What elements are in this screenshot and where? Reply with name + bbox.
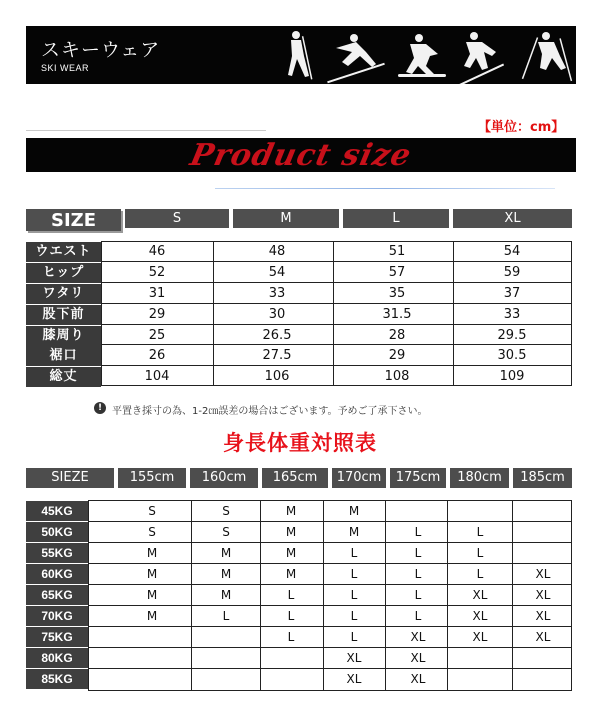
- hw-table-cell: S: [222, 525, 230, 539]
- size-table-cell: 59: [503, 265, 521, 280]
- hw-table-cell: S: [222, 504, 230, 518]
- hw-table-cell: L: [414, 588, 422, 602]
- size-row-label: ヒップ: [26, 263, 101, 283]
- hw-table-cell: L: [350, 630, 358, 644]
- size-table-cell: 52: [148, 265, 166, 280]
- size-row-label: 総丈: [26, 367, 101, 387]
- hw-table-cell: M: [285, 504, 297, 518]
- warning-icon: !: [94, 402, 106, 414]
- hw-weight-label: 45KG: [26, 501, 88, 521]
- hw-table-cell: L: [287, 609, 295, 623]
- size-table-cell: 106: [264, 369, 290, 384]
- hw-table-cell: XL: [472, 588, 488, 602]
- hw-table-cell: L: [414, 546, 422, 560]
- size-row-label: 股下前: [26, 305, 101, 325]
- size-header-label: SIZE: [26, 209, 121, 231]
- size-header-xl: XL: [453, 209, 572, 228]
- size-table-cell: 54: [503, 244, 521, 259]
- ski-wear-banner: [26, 26, 576, 84]
- hw-header-height: 170cm: [332, 468, 386, 488]
- hw-header-height: 180cm: [450, 468, 509, 488]
- hw-table-cell: XL: [472, 630, 488, 644]
- size-table-cell: 25: [148, 328, 166, 343]
- hw-weight-label: 80KG: [26, 648, 88, 668]
- hw-table-cell: M: [220, 588, 232, 602]
- size-table-cell: 29: [148, 307, 166, 322]
- size-table-cell: 35: [388, 286, 406, 301]
- hw-table-cell: L: [287, 630, 295, 644]
- hw-table-cell: L: [222, 609, 230, 623]
- size-table-cell: 57: [388, 265, 406, 280]
- size-table-cell: 109: [499, 369, 525, 384]
- size-table-cell: 29: [388, 348, 406, 363]
- product-size-title: Product size: [187, 138, 415, 173]
- hw-table-cell: XL: [410, 651, 426, 665]
- size-table-cell: 27.5: [262, 348, 292, 363]
- hw-table-cell: S: [148, 504, 156, 518]
- size-table-row: [26, 367, 572, 387]
- size-row-label: 膝周り: [26, 326, 101, 346]
- hw-table-cell: M: [285, 525, 297, 539]
- size-table-row: [26, 326, 572, 346]
- hw-table-cell: M: [348, 504, 360, 518]
- hw-table-cell: S: [148, 525, 156, 539]
- size-table-row: [26, 305, 572, 325]
- hw-table-cell: L: [350, 588, 358, 602]
- hw-table-cell: XL: [346, 651, 362, 665]
- size-table-cell: 104: [144, 369, 170, 384]
- hw-header-height: 155cm: [118, 468, 186, 488]
- hw-table-cell: L: [414, 567, 422, 581]
- size-table-cell: 29.5: [497, 328, 527, 343]
- hw-table-cell: L: [476, 525, 484, 539]
- divider: [215, 188, 555, 189]
- size-table-cell: 31.5: [382, 307, 412, 322]
- size-table-cell: 30.5: [497, 348, 527, 363]
- size-table-row: [26, 242, 572, 262]
- size-table-cell: 51: [388, 244, 406, 259]
- hw-table-cell: M: [348, 525, 360, 539]
- hw-table-cell: XL: [535, 588, 551, 602]
- unit-label: 【単位：cm】: [478, 120, 565, 135]
- banner-title-jp: スキーウェア: [41, 39, 161, 61]
- hw-table-cell: L: [476, 546, 484, 560]
- hw-header-height: 165cm: [262, 468, 328, 488]
- size-table-cell: 46: [148, 244, 166, 259]
- hw-weight-label: 85KG: [26, 669, 88, 689]
- size-table-cell: 26: [148, 348, 166, 363]
- size-table-cell: 54: [268, 265, 286, 280]
- size-table-cell: 26.5: [262, 328, 292, 343]
- hw-weight-label: 50KG: [26, 522, 88, 542]
- hw-table-cell: M: [146, 609, 158, 623]
- hw-table-cell: M: [285, 546, 297, 560]
- hw-header-height: 175cm: [390, 468, 446, 488]
- hw-table-cell: M: [285, 567, 297, 581]
- size-header-m: M: [233, 209, 339, 228]
- hw-table-cell: L: [287, 588, 295, 602]
- size-table-cell: 28: [388, 328, 406, 343]
- hw-table-cell: L: [350, 567, 358, 581]
- size-table-row: [26, 284, 572, 304]
- hw-table-cell: XL: [535, 609, 551, 623]
- hw-weight-label: 70KG: [26, 606, 88, 626]
- size-table-cell: 108: [384, 369, 410, 384]
- hw-table-cell: M: [146, 588, 158, 602]
- hw-table-cell: XL: [535, 567, 551, 581]
- hw-table-cell: M: [220, 567, 232, 581]
- size-row-label: ウエスト: [26, 242, 101, 262]
- measurement-note: 平置き採寸の為、1-2㎝誤差の場合はございます。予めご了承下さい。: [112, 406, 428, 417]
- hw-weight-label: 55KG: [26, 543, 88, 563]
- hw-table-cell: XL: [410, 630, 426, 644]
- hw-table-cell: L: [350, 546, 358, 560]
- hw-weight-label: 65KG: [26, 585, 88, 605]
- size-table-cell: 30: [268, 307, 286, 322]
- hw-header-height: 185cm: [513, 468, 572, 488]
- divider: [26, 130, 266, 131]
- banner-title-en: SKI WEAR: [41, 63, 90, 73]
- hw-weight-label: 60KG: [26, 564, 88, 584]
- size-table-cell: 37: [503, 286, 521, 301]
- hw-table-cell: XL: [535, 630, 551, 644]
- hw-header-height: 160cm: [190, 468, 258, 488]
- size-table-cell: 31: [148, 286, 166, 301]
- hw-table-cell: XL: [346, 672, 362, 686]
- hw-table-cell: XL: [410, 672, 426, 686]
- hw-table-cell: L: [414, 609, 422, 623]
- hw-table-cell: L: [350, 609, 358, 623]
- size-row-label: 裾口: [26, 346, 101, 366]
- size-table-row: [26, 346, 572, 366]
- hw-table-cell: M: [146, 546, 158, 560]
- hw-weight-label: 75KG: [26, 627, 88, 647]
- size-header-l: L: [343, 209, 449, 228]
- hw-table-cell: L: [476, 567, 484, 581]
- size-table-row: [26, 263, 572, 283]
- hw-table-cell: XL: [472, 609, 488, 623]
- size-header-s: S: [125, 209, 229, 228]
- hw-table-cell: M: [146, 567, 158, 581]
- height-weight-title: 身長体重対照表: [223, 431, 377, 455]
- size-table-cell: 48: [268, 244, 286, 259]
- size-table-cell: 33: [503, 307, 521, 322]
- size-row-label: ワタリ: [26, 284, 101, 304]
- size-table-cell: 33: [268, 286, 286, 301]
- hw-table-cell: L: [414, 525, 422, 539]
- hw-table-cell: M: [220, 546, 232, 560]
- hw-header-label: SIEZE: [26, 468, 114, 488]
